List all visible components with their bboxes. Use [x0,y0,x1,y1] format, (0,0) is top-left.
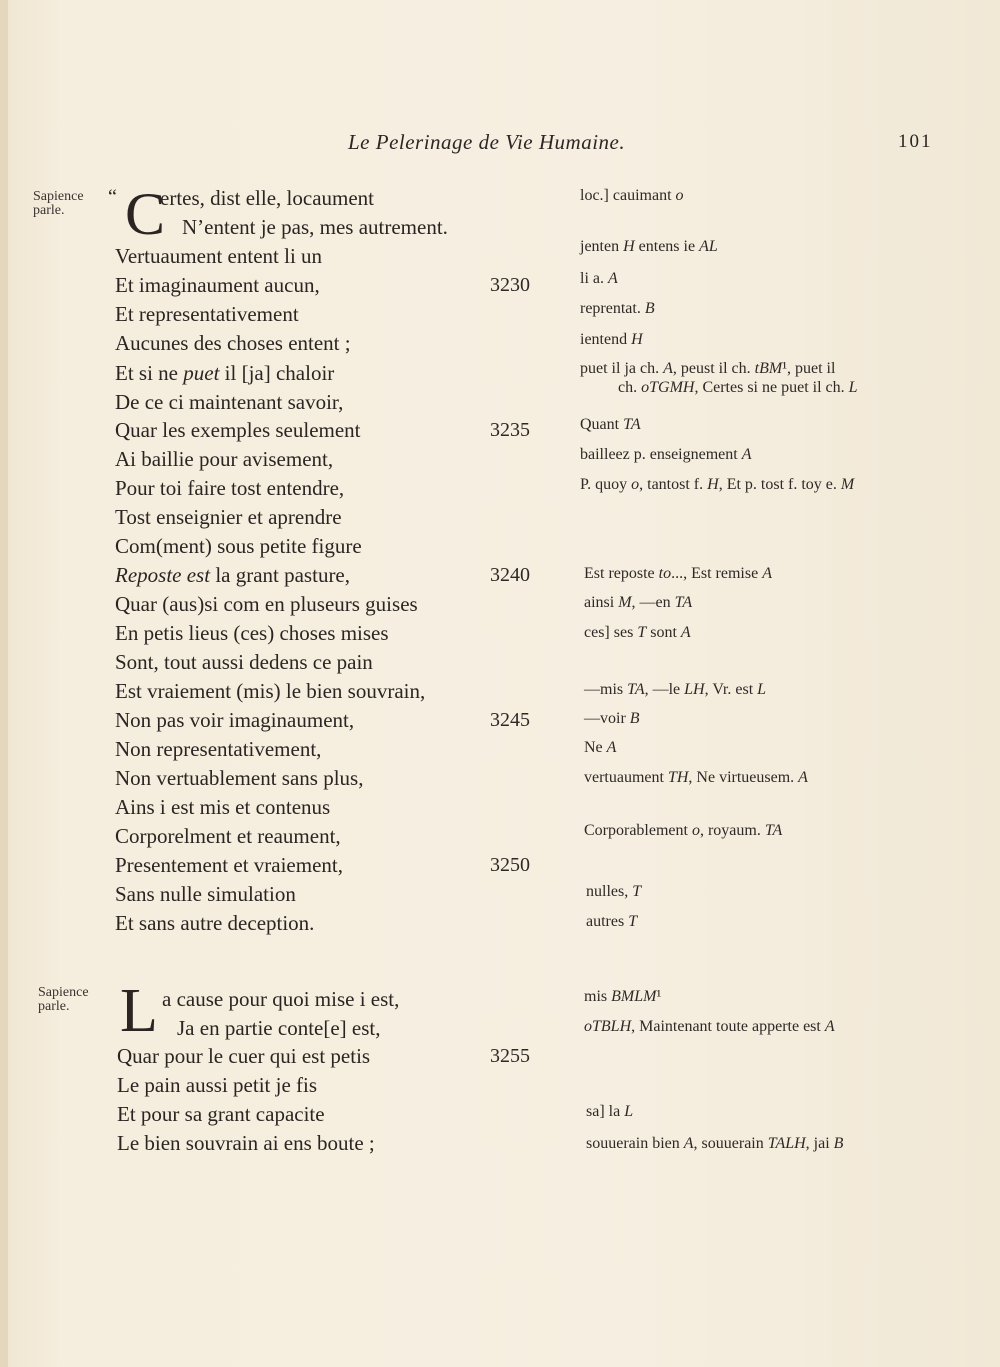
variant-text: , jai [805,1135,834,1152]
verse-line: Vertuaument entent li un [115,244,323,268]
verse-line: Com(ment) sous petite figure [115,534,362,558]
variant-reading [584,565,772,583]
manuscript-siglum: B [644,300,655,317]
variant-text: Quant [580,416,624,433]
variant-text: , Ne virtueusem. [688,769,799,786]
manuscript-siglum: A [680,624,691,641]
verse-line: Pour toi faire tost entendre, [115,476,345,500]
variant-text: , Vr. est [704,681,758,698]
variant-text: ces] ses [584,624,638,641]
manuscript-siglum: M [618,594,632,611]
variant-reading [584,594,692,612]
verse-line: Ai baillie pour avisement, [115,447,334,471]
verse-line: Tost enseignier et aprendre [115,505,342,529]
manuscript-siglum: B [833,1135,844,1152]
variant-reading [584,1018,835,1036]
verse-line: Ja en partie conte[e] est, [177,1016,381,1040]
variant-text: autres [586,913,629,930]
manuscript-siglum: tBM [754,360,783,377]
verse-line: Ains i est mis et contenus [115,795,331,819]
manuscript-siglum: T [637,624,647,641]
line-number: 3255 [490,1045,530,1067]
manuscript-siglum: A [683,1135,694,1152]
variant-text: bailleez p. enseignement [580,446,742,463]
margin-note-speaker: Sapience parle. [38,985,89,1014]
manuscript-siglum: B [629,710,640,727]
manuscript-siglum: L [757,681,767,698]
manuscript-siglum: A [824,1018,835,1035]
verse-line: Est vraiement (mis) le bien souvrain, [115,679,426,703]
manuscript-siglum: L [848,379,858,396]
manuscript-siglum: o [675,187,684,204]
variant-text: , tantost f. [639,476,708,493]
verse-line [115,563,350,588]
manuscript-siglum: TA [627,681,645,698]
variant-text: souuerain bien [586,1135,684,1152]
variant-text: puet il ja ch. [580,360,664,377]
variant-text: ¹, puet il [782,360,836,377]
verse-line: Quar pour le cuer qui est petis [117,1044,371,1068]
margin-note-speaker: Sapience parle. [33,189,84,218]
variant-text: , Maintenant toute apperte est [631,1018,825,1035]
verse-line: Corporelment et reaument, [115,824,341,848]
line-number: 3235 [490,419,530,441]
manuscript-siglum: o [631,476,640,493]
verse-text: Et si ne [115,361,184,385]
variant-reading [586,1103,633,1121]
variant-reading [584,681,766,699]
manuscript-siglum: TALH [767,1135,806,1152]
line-number: 3240 [490,564,530,586]
manuscript-siglum: A [606,739,617,756]
manuscript-siglum: oTGMH [641,379,695,396]
verse-line: Presentement et vraiement, [115,853,343,877]
variant-reading [618,379,858,397]
variant-reading [580,270,618,288]
variant-text: Ne [584,739,607,756]
verse-line: a cause pour quoi mise i est, [162,987,400,1011]
manuscript-siglum: H [707,476,719,493]
variant-text: loc.] cauimant [580,187,676,204]
variant-reading [580,476,854,494]
drop-cap-initial: L [120,977,158,1045]
variant-reading [580,360,835,378]
verse-line [115,361,334,386]
variant-reading [584,739,616,757]
verse-line: Et sans autre deception. [115,911,315,935]
manuscript-siglum: M [840,476,855,493]
manuscript-siglum: T [632,883,642,900]
verse-line: En petis lieus (ces) choses mises [115,621,389,645]
variant-reading [584,822,782,840]
variant-text: ..., Est remise [671,565,763,582]
variant-reading [584,769,808,787]
verse-line: Et pour sa grant capacite [117,1102,325,1126]
variant-reading [584,988,661,1006]
manuscript-siglum: AL [699,238,718,255]
manuscript-siglum: TA [674,594,693,611]
variant-text: , —en [631,594,675,611]
opening-quote-mark: “ [108,186,117,208]
variant-text: ientend [580,331,632,348]
verse-line: Sont, tout aussi dedens ce pain [115,650,373,674]
variant-text: , peust il ch. [672,360,755,377]
variant-text: ainsi [584,594,619,611]
variant-reading [586,1135,843,1153]
variant-text: , Et p. tost f. toy e. [718,476,841,493]
manuscript-siglum: o [691,822,700,839]
variant-text: Est reposte [584,565,659,582]
line-number: 3230 [490,274,530,296]
manuscript-siglum: to [658,565,672,582]
verse-italic-text: puet [183,361,220,385]
line-number: 3250 [490,854,530,876]
variant-text: , Certes si ne puet il ch. [694,379,849,396]
manuscript-siglum: A [798,769,808,786]
manuscript-siglum: A [741,446,752,463]
variant-reading [580,300,655,318]
manuscript-siglum: TA [764,822,783,839]
variant-reading [580,238,718,256]
manuscript-siglum: A [663,360,673,377]
variant-text: —mis [584,681,628,698]
verse-line: N’entent je pas, mes autrement. [182,215,448,239]
variant-reading [580,187,684,205]
manuscript-siglum: TH [667,769,689,786]
variant-reading [584,710,640,728]
manuscript-siglum: L [624,1103,634,1120]
variant-reading [584,624,691,642]
verse-line: Aucunes des choses entent ; [115,331,351,355]
manuscript-siglum: A [762,565,772,582]
manuscript-siglum: T [628,913,638,930]
drop-cap-initial: C [125,181,166,247]
variant-text: mis [584,988,612,1005]
verse-line: Quar (aus)si com en pluseurs guises [115,592,418,616]
variant-text: jenten [580,238,624,255]
variant-text: ¹ [656,988,662,1005]
verse-line: ertes, dist elle, locaument [160,186,375,210]
variant-text: Corporablement [584,822,692,839]
running-title: Le Pelerinage de Vie Humaine. [348,130,626,154]
manuscript-siglum: A [608,270,618,287]
page-number: 101 [898,131,933,152]
variant-text: , royaum. [699,822,765,839]
verse-line: Quar les exemples seulement [115,418,361,442]
verse-line: Le bien souvrain ai ens boute ; [117,1131,375,1155]
manuscript-siglum: oTBLH [584,1018,632,1035]
manuscript-siglum: BMLM [611,988,657,1005]
verse-line: Et representativement [115,302,299,326]
variant-reading [580,416,641,434]
variant-text: —voir [584,710,630,727]
variant-text: ch. [618,379,642,396]
variant-text: , souuerain [693,1135,768,1152]
variant-reading [580,331,643,349]
verse-italic-text: Reposte est [115,563,211,587]
verse-text: il [ja] chaloir [219,361,335,385]
manuscript-siglum: H [631,331,643,348]
verse-line: Sans nulle simulation [115,882,296,906]
variant-text: sont [646,624,681,641]
page-spine-shadow [0,0,8,1367]
variant-text: vertuaument [584,769,668,786]
variant-text: P. quoy [580,476,632,493]
manuscript-siglum: TA [623,416,641,433]
manuscript-siglum: H [623,238,635,255]
variant-text: , —le [644,681,685,698]
verse-line: Et imaginaument aucun, [115,273,320,297]
verse-line: Le pain aussi petit je fis [117,1073,318,1097]
line-number: 3245 [490,709,530,731]
variant-text: sa] la [586,1103,625,1120]
variant-text: li a. [580,270,608,287]
verse-text: la grant pasture, [210,563,351,587]
variant-reading [586,883,641,901]
verse-line: De ce ci maintenant savoir, [115,390,344,414]
verse-line: Non representativement, [115,737,322,761]
variant-reading [586,913,637,931]
manuscript-siglum: LH [684,681,705,698]
variant-text: reprentat. [580,300,645,317]
variant-text: nulles, [586,883,633,900]
variant-text: entens ie [634,238,700,255]
verse-line: Non pas voir imaginaument, [115,708,355,732]
variant-reading [580,446,752,464]
verse-line: Non vertuablement sans plus, [115,766,364,790]
